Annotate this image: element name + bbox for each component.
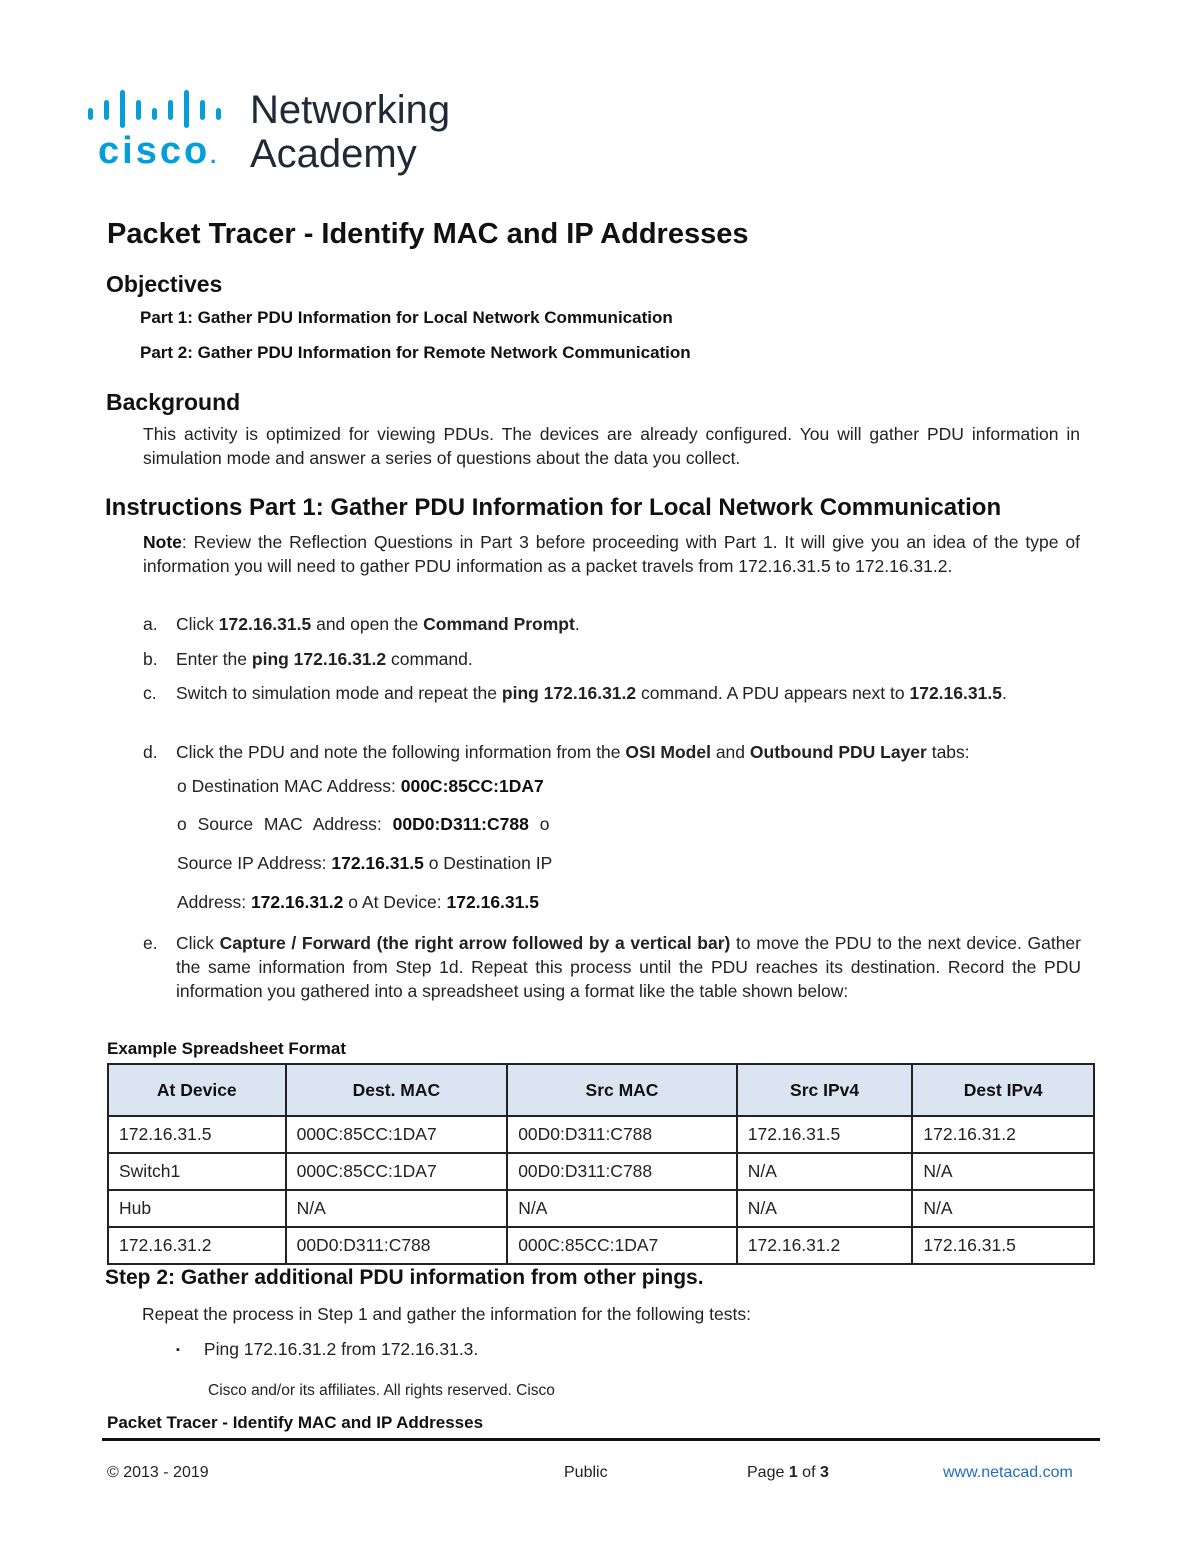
footer-divider <box>102 1438 1100 1441</box>
table-row <box>108 1116 1094 1153</box>
table-cell: 00D0:D311:C788 <box>507 1116 737 1153</box>
table-cell: 000C:85CC:1DA7 <box>286 1153 508 1190</box>
step-text: Click Capture / Forward (the right arrow followed by a vertical bar) to move the PDU to the next device. Gather the same information from Step 1d. Repeat this process until the PDU reaches its destination. Record the PDU information you gathered into a spreadsheet using a format like the table shown below: <box>176 933 1081 1001</box>
table-cell: 172.16.31.5 <box>737 1116 913 1153</box>
background-text: This activity is optimized for viewing PDUs. The devices are already configured. You will gather PDU information in simulation mode and answer a series of questions about the data you collect. <box>143 424 1080 468</box>
background-heading: Background <box>106 389 241 415</box>
step-label: e. <box>143 933 158 953</box>
note-label: Note <box>143 532 182 552</box>
footer-page-number: Page 1 of 3 <box>747 1464 829 1481</box>
table-cell: 000C:85CC:1DA7 <box>507 1227 737 1264</box>
step-label: a. <box>143 614 158 634</box>
table-cell: 172.16.31.5 <box>912 1227 1094 1264</box>
objective-item: Part 1: Gather PDU Information for Local Network Communication <box>140 308 673 327</box>
note-paragraph <box>143 530 1080 578</box>
table-cell: N/A <box>286 1190 508 1227</box>
cisco-logo-bars <box>86 88 246 128</box>
step-text: Switch to simulation mode and repeat the ping 172.16.31.2 command. A PDU appears next to 172.16.31.5. <box>176 683 1007 703</box>
table-cell: 00D0:D311:C788 <box>507 1153 737 1190</box>
footer-copyright: © 2013 - 2019 <box>107 1464 209 1481</box>
table-cell: N/A <box>507 1190 737 1227</box>
step2-intro: Repeat the process in Step 1 and gather the information for the following tests: <box>142 1304 751 1324</box>
table-cell: N/A <box>912 1153 1094 1190</box>
step-text: Click 172.16.31.5 and open the Command Prompt. <box>176 614 580 634</box>
table-caption: Example Spreadsheet Format <box>107 1039 347 1058</box>
table-cell: N/A <box>737 1190 913 1227</box>
table-cell: 172.16.31.2 <box>737 1227 913 1264</box>
table-cell: 00D0:D311:C788 <box>286 1227 508 1264</box>
pdu-table <box>107 1063 1095 1265</box>
bullet-icon: ▪ <box>176 1344 180 1356</box>
objectives-heading: Objectives <box>106 271 223 297</box>
step-label: b. <box>143 649 158 669</box>
table-header-row <box>108 1064 1094 1116</box>
table-row <box>108 1227 1094 1264</box>
cisco-wordmark: cisco. <box>98 130 220 172</box>
column-header: Dest. MAC <box>286 1064 508 1116</box>
logo-networking: Networking <box>250 88 451 132</box>
table-cell: Hub <box>108 1190 286 1227</box>
instructions-heading: Instructions Part 1: Gather PDU Information for Local Network Communication <box>105 494 1002 521</box>
detail-dest-mac: o Destination MAC Address: 000C:85CC:1DA7 <box>177 776 544 796</box>
footer-url-link[interactable]: www.netacad.com <box>943 1464 1073 1481</box>
table-cell: N/A <box>737 1153 913 1190</box>
detail-dest-ip: Address: 172.16.31.2 o At Device: 172.16.31.5 <box>177 892 539 912</box>
table-cell: N/A <box>912 1190 1094 1227</box>
step-label: d. <box>143 742 158 762</box>
table-row <box>108 1190 1094 1227</box>
step-text: Enter the ping 172.16.31.2 command. <box>176 649 473 669</box>
step-text: Click the PDU and note the following information from the OSI Model and Outbound PDU Layer tabs: <box>176 742 970 762</box>
page-title: Packet Tracer - Identify MAC and IP Addresses <box>107 218 749 250</box>
table-cell: 172.16.31.5 <box>108 1116 286 1153</box>
column-header: Src IPv4 <box>737 1064 913 1116</box>
column-header: Src MAC <box>507 1064 737 1116</box>
step-label: c. <box>143 683 157 703</box>
logo-academy: Academy <box>250 132 417 176</box>
detail-src-ip: Source IP Address: 172.16.31.5 o Destination IP <box>177 853 553 873</box>
note-text: : Review the Reflection Questions in Part 3 before proceeding with Part 1. It will give you an idea of the type of information you will need to gather PDU information as a packet travels from 172.16.31.5 to 172.16.31.2. <box>143 532 1080 576</box>
copyright-line: Cisco and/or its affiliates. All rights reserved. Cisco <box>208 1382 555 1399</box>
footer-classification: Public <box>564 1464 608 1481</box>
objective-item: Part 2: Gather PDU Information for Remote Network Communication <box>140 343 691 362</box>
table-cell: 000C:85CC:1DA7 <box>286 1116 508 1153</box>
detail-src-mac: o Source MAC Address: 00D0:D311:C788 o <box>177 814 550 834</box>
step2-bullet-item: ▪ Ping 172.16.31.2 from 172.16.31.3. <box>176 1339 479 1359</box>
column-header: Dest IPv4 <box>912 1064 1094 1116</box>
table-cell: 172.16.31.2 <box>912 1116 1094 1153</box>
table-cell: Switch1 <box>108 1153 286 1190</box>
step2-heading: Step 2: Gather additional PDU information from other pings. <box>105 1266 704 1289</box>
table-cell: 172.16.31.2 <box>108 1227 286 1264</box>
column-header: At Device <box>108 1064 286 1116</box>
footer-doc-title: Packet Tracer - Identify MAC and IP Addresses <box>107 1413 484 1432</box>
table-row <box>108 1153 1094 1190</box>
